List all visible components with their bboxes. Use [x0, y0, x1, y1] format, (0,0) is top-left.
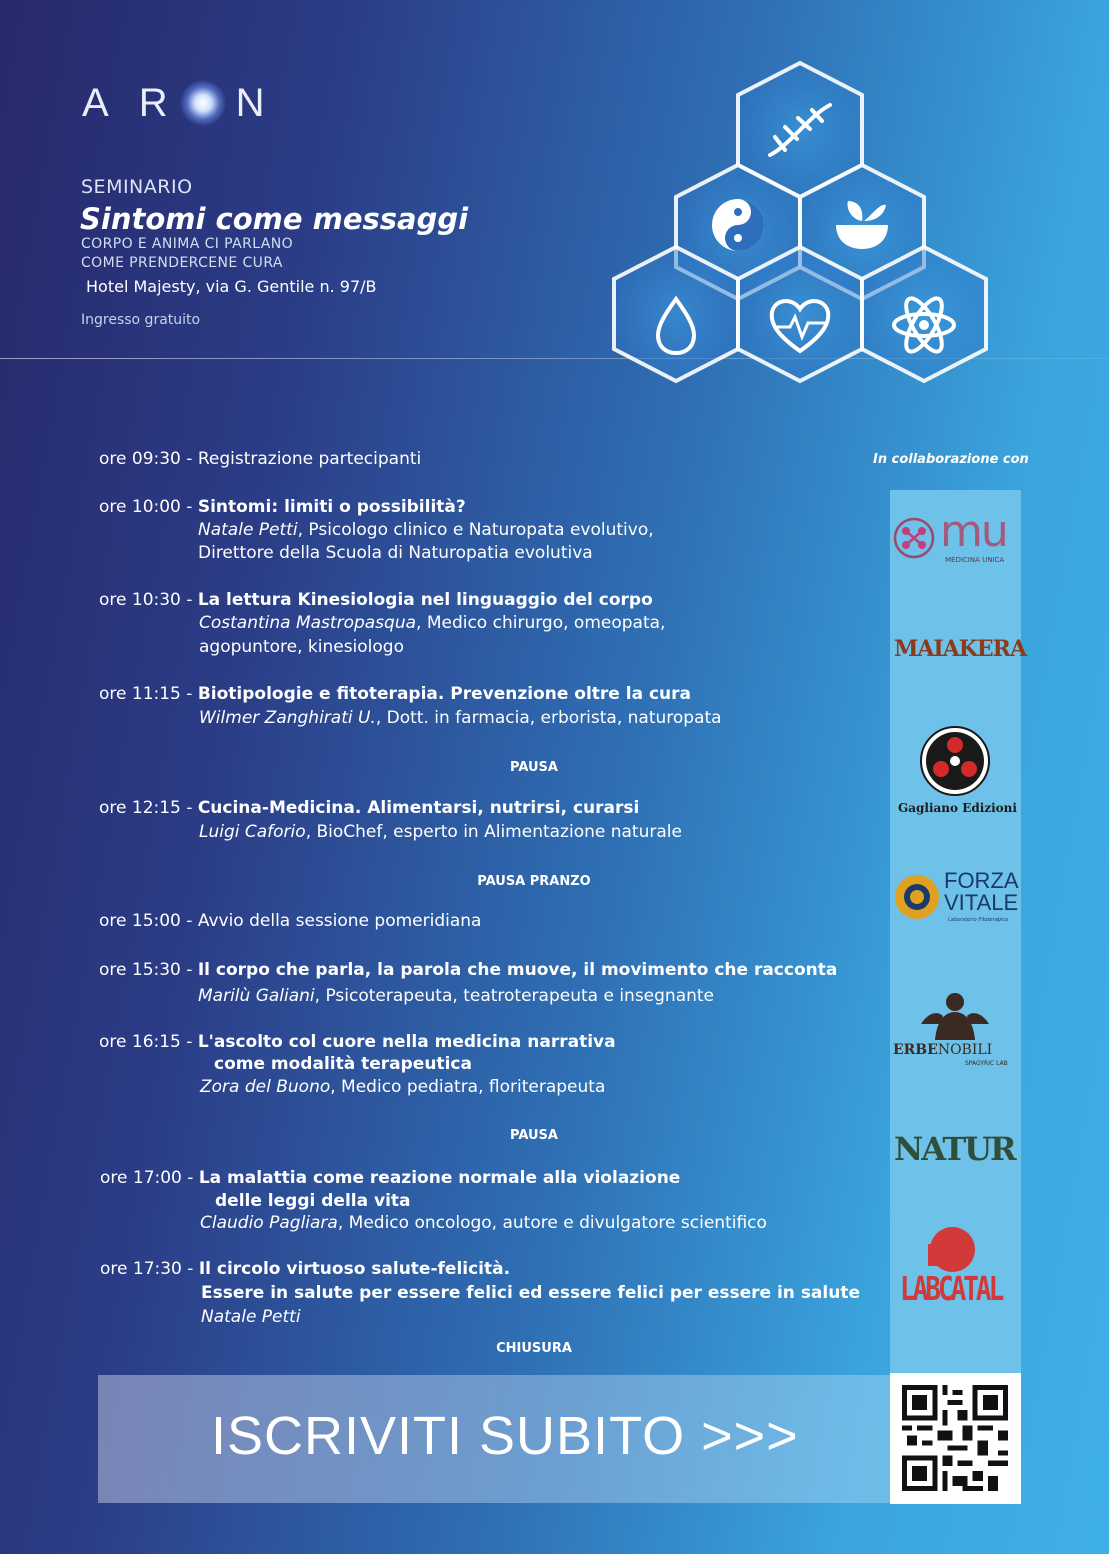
sponsor-erbe-nobili-logo — [893, 990, 1021, 1070]
schedule-time: ore 09:30 - — [99, 449, 193, 469]
speaker-role: , BioChef, esperto in Alimentazione naturale — [305, 822, 682, 842]
sponsor-natur-logo: NATUR — [894, 1130, 1015, 1168]
schedule-title: Sintomi: limiti o possibilità? — [197, 497, 466, 517]
yin-yang-icon — [712, 199, 764, 251]
gagliano-triskel-icon — [919, 725, 991, 797]
speaker-role: , Psicologo clinico e Naturopata evolutivo, — [297, 520, 654, 540]
sun-icon — [892, 872, 942, 922]
speaker-role-line-2: agopuntore, kinesiologo — [199, 637, 404, 657]
speaker-name: Natale Petti — [198, 520, 298, 540]
collaboration-label: In collaborazione con — [873, 452, 1029, 467]
speaker-name: Luigi Caforio — [199, 822, 306, 842]
speaker-name: Natale Petti — [201, 1307, 301, 1327]
schedule-title: La malattia come reazione normale alla violazione — [198, 1168, 681, 1188]
schedule-item-1730 — [100, 1258, 510, 1281]
register-banner-button[interactable] — [98, 1375, 890, 1503]
speaker-name: Zora del Buono — [200, 1077, 331, 1097]
speaker-name: Wilmer Zanghirati U. — [199, 708, 376, 728]
schedule-item-1530 — [99, 959, 837, 982]
schedule-time: ore 10:00 - — [99, 497, 193, 517]
schedule-speaker-line — [200, 1212, 767, 1235]
schedule-time: ore 17:30 - — [100, 1259, 194, 1279]
schedule-title: Il corpo che parla, la parola che muove, il movimento che racconta — [197, 960, 838, 980]
schedule-title-cont: come modalità terapeutica — [214, 1054, 472, 1074]
qr-code-icon — [902, 1385, 1008, 1491]
sponsor-labcatal-logo: LABCATAL — [900, 1271, 1002, 1309]
schedule-item-1030 — [99, 589, 653, 612]
vitale-word: VITALE — [944, 890, 1019, 915]
mu-flower-icon — [892, 516, 936, 560]
logo-letter-r: R — [138, 80, 170, 125]
schedule-title: L'ascolto col cuore nella medicina narrativa — [197, 1032, 616, 1052]
schedule-speaker-line — [198, 985, 714, 1008]
logo-letter-n: N — [235, 80, 267, 125]
register-cta-label: ISCRIVITI SUBITO >>> — [211, 1406, 799, 1466]
closing-label: CHIUSURA — [496, 1341, 572, 1356]
event-subtitle-1: CORPO E ANIMA CI PARLANO — [81, 236, 294, 252]
schedule-title: Cucina-Medicina. Alimentarsi, nutrirsi, curarsi — [197, 798, 640, 818]
schedule-speaker-line — [198, 519, 654, 542]
aron-logo — [82, 80, 266, 126]
schedule-title-cont: delle leggi della vita — [215, 1191, 411, 1211]
schedule-item-0930 — [99, 448, 421, 471]
hercules-figure-icon — [913, 990, 997, 1044]
logo-orb-icon — [180, 80, 226, 126]
schedule-title: Il circolo virtuoso salute-felicità. — [198, 1259, 511, 1279]
speaker-role: , Medico chirurgo, omeopata, — [416, 613, 666, 633]
schedule-title-cont: Essere in salute per essere felici ed essere felici per essere in salute — [201, 1283, 860, 1303]
schedule-item-1115 — [99, 683, 691, 706]
schedule-title: La lettura Kinesiologia nel linguaggio del corpo — [197, 590, 653, 610]
nobili-word: NOBILI — [937, 1042, 993, 1058]
schedule-time: ore 15:30 - — [99, 960, 193, 980]
schedule-title: Avvio della sessione pomeridiana — [197, 911, 482, 931]
sponsor-maiakera-logo: MAIAKERA — [894, 636, 1027, 662]
speaker-role: , Dott. in farmacia, erborista, naturopata — [375, 708, 722, 728]
schedule-item-1000 — [99, 496, 466, 519]
sponsor-column — [890, 490, 1027, 1373]
schedule-speaker-line — [200, 1076, 605, 1099]
break-label: PAUSA — [510, 1128, 558, 1143]
schedule-item-1700 — [100, 1167, 680, 1190]
erbe-nobili-wordmark — [893, 1042, 992, 1058]
speaker-role: , Medico pediatra, floriterapeuta — [330, 1077, 606, 1097]
schedule-title-line-2 — [201, 1282, 860, 1305]
sponsor-mu-logo — [890, 506, 1021, 572]
sponsor-forza-vitale-logo — [892, 870, 1020, 926]
schedule-speaker-line — [199, 707, 722, 730]
speaker-name: Marilù Galiani — [198, 986, 315, 1006]
schedule-title: Biotipologie e fitoterapia. Prevenzione oltre la cura — [197, 684, 692, 704]
schedule-speaker-line — [199, 821, 682, 844]
schedule-item-1215 — [99, 797, 639, 820]
mu-subtitle: MEDICINA UNICA — [945, 556, 1005, 564]
schedule-speaker-line — [199, 612, 665, 635]
schedule-title: Registrazione partecipanti — [197, 449, 422, 469]
schedule-time: ore 17:00 - — [100, 1168, 194, 1188]
free-entry-label: Ingresso gratuito — [81, 312, 201, 328]
forza-vitale-subtitle: Laboratorio Fitoterapico — [948, 917, 1009, 923]
qr-code[interactable] — [890, 1373, 1021, 1504]
event-subtitle-2: COME PRENDERCENE CURA — [81, 255, 283, 271]
break-label: PAUSA — [510, 760, 558, 775]
schedule-title-line-2 — [215, 1190, 411, 1213]
forza-word: FORZA — [944, 868, 1019, 893]
schedule-time: ore 12:15 - — [99, 798, 193, 818]
sponsor-gagliano-name: Gagliano Edizioni — [898, 801, 1017, 815]
schedule-speaker-line — [201, 1306, 301, 1329]
schedule-item-1500 — [99, 910, 481, 933]
schedule-time: ore 16:15 - — [99, 1032, 193, 1052]
speaker-role: , Medico oncologo, autore e divulgatore scientifico — [337, 1213, 767, 1233]
erbe-nobili-subtitle: SPAGYRIC LAB — [965, 1060, 1008, 1067]
event-address: Hotel Majesty, via G. Gentile n. 97/B — [86, 277, 377, 296]
logo-letter-a: A — [82, 80, 111, 125]
speaker-name: Claudio Pagliara — [200, 1213, 338, 1233]
schedule-item-1615 — [99, 1031, 616, 1054]
lunch-break-label: PAUSA PRANZO — [477, 874, 591, 889]
erbe-word: ERBE — [893, 1042, 938, 1058]
schedule-time: ore 11:15 - — [99, 684, 193, 704]
schedule-time: ore 15:00 - — [99, 911, 193, 931]
schedule-time: ore 10:30 - — [99, 590, 193, 610]
seminario-label: SEMINARIO — [81, 176, 193, 198]
schedule-title-line-2 — [214, 1053, 472, 1076]
labcatal-red-bar — [928, 1244, 937, 1266]
event-title: Sintomi come messaggi — [80, 202, 469, 236]
speaker-name: Costantina Mastropasqua — [199, 613, 417, 633]
speaker-role-line-2: Direttore della Scuola di Naturopatia evolutiva — [198, 543, 593, 563]
mu-wordmark: mu — [940, 506, 1007, 557]
sponsor-gagliano-emblem — [919, 725, 991, 797]
speaker-role: , Psicoterapeuta, teatroterapeuta e insegnante — [314, 986, 715, 1006]
hexagon-icons-graphic — [600, 55, 1010, 385]
